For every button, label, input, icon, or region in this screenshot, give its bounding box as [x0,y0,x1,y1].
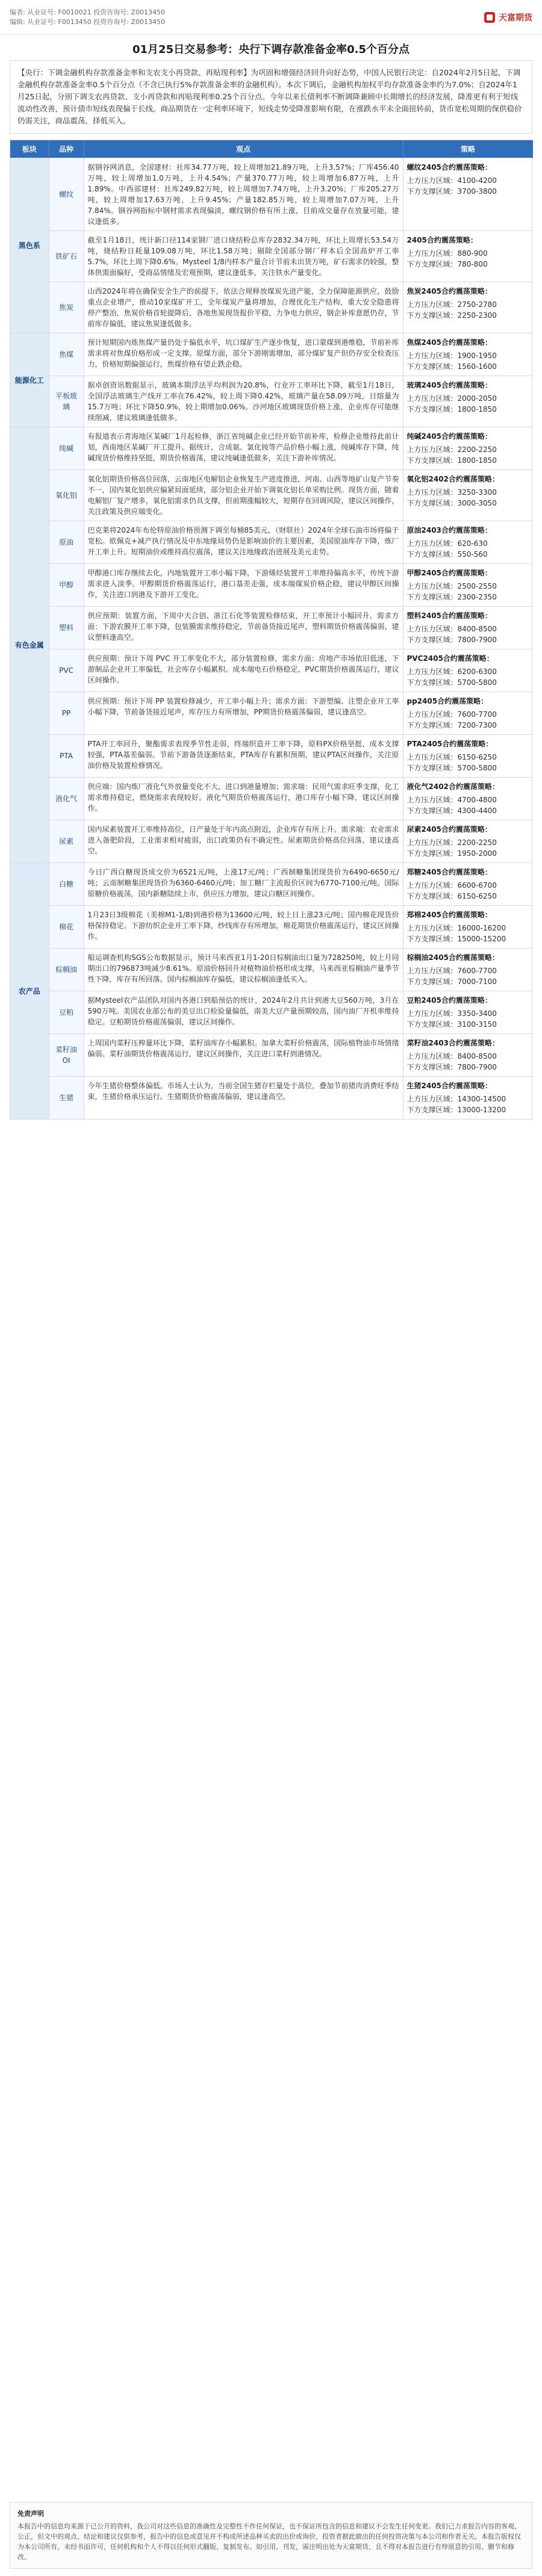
view-cell: 巴克莱将2024年布伦特原油价格预测下调至每桶85美元，（财联社）2024年全球石油市场将偏于宽松。欧佩克+减产执行情况及中东地缘局势仍是影响油价的主要因素，美国原油库存下降，炼厂开工率上升。短期油价或维持高位震荡，建议关注地缘政治进展及美元走势。 [84,521,403,564]
strategy-cell [403,692,533,735]
strategy-title: 液化气2402合约震荡策略： [406,782,499,791]
product-cell: 白糖 [49,863,84,906]
table-row [10,649,533,692]
product-cell: PVC [49,649,84,692]
strategy-line: 上方压力区域：1900-1950 [406,351,497,360]
view-cell: 上周国内菜籽压榨量环比下降，菜籽油库存小幅累积。加拿大菜籽价格震荡，国际植物油市场情绪偏弱。菜籽油期货价格震荡运行，建议区间操作，关注进口菜籽到港情况。 [84,1034,403,1077]
strategy-line: 上方压力区域：3350-3400 [406,1009,497,1018]
product-cell: 塑料 [49,607,84,649]
strategy-cell [403,778,533,820]
strategy-table [10,140,534,1119]
product-cell: PTA [49,735,84,778]
strategy-cell [403,376,533,427]
sector-cell: 农产品 [10,863,49,1119]
brand-logo-icon [484,12,495,23]
strategy-line: 下方支撑区域：2300-2350 [406,593,497,601]
table-body [10,158,533,1119]
summary-text: 【央行：下调金融机构存款准备金率和支农支小再贷款、再贴现利率】为巩固和增强经济回升向好态势，中国人民银行决定：自2024年2月5日起，下调金融机构存款准备金率0.5个百分点（不含已执行5%存款准备金率的金融机构）。本次下调后，金融机构加权平均存款准备金率约为7.0%；自2024年1月25日起，分别下调支农再贷款、支小再贷款和再贴现利率0.25个百分点。今年以来长债利率不断调降兼顾中长期增长的经济发展，降准更有利于短线流动性改善，预计债市短线表现偏于长线。商品期货在一定利率环境下，短线走势受降准影响有限，在涨跌水平未全面扭转前，货币宽松周期的保供稳价仍需关注，商品震荡，择低买入。 [17,68,522,125]
table-row [10,427,533,470]
brand-logo [484,11,532,23]
view-cell: 今日广西白糖现货成交价为6521元/吨，上涨17元/吨；广西制糖集团现货价为6490-6650元/吨；云南制糖集团现货价为6360-6460元/吨；加工糖厂主流报价区间为6770-7100元/吨。国际原糖价格震荡，国内新糖陆续上市，供应压力增加，建议白糖区间操作。 [84,863,403,906]
strategy-line: 上方压力区域：2200-2250 [406,838,497,847]
product-cell: 原油 [49,521,84,564]
table-row [10,470,533,521]
strategy-title: 2405合约震荡策略： [406,236,478,244]
strategy-line: 上方压力区域：8400-8500 [406,625,497,633]
view-cell: 1月23日3级棉花（美棉M1-1/8)到港价格为13600元/吨，较上日上涨23元/吨；国内棉花现货价格保持稳定。下游纺织企业开工率下降，纱线库存有所增加，棉花期货价格震荡运行，建议区间操作。 [84,906,403,949]
strategy-title: pp2405合约震荡策略： [406,697,488,705]
view-cell: 供应预期：预计下周 PP 装置检修减少，开工率小幅上升；需求方面：下游塑编、注塑企业开工率小幅下降，节前备货接近尾声，库存压力有所增加，PP期货价格震荡偏弱，建议逢高空。 [84,692,403,735]
strategy-cell [403,564,533,607]
table-row [10,949,533,991]
strategy-line: 下方支撑区域：1800-1850 [406,405,497,413]
table-row [10,735,533,778]
disclaimer-text: 本报告中的信息均来源于已公开的资料，我公司对这些信息的准确性及完整性不作任何保证，也不保证所包含的信息和建议不会发生任何变更。我们已力求报告内容的客观、公正，但文中的观点、结论和建议仅供参考，报告中的信息或意见并不构成所述品种买卖的出价或询价，投资者据此做出的任何投资决策与本公司和作者无关。本报告版权仅为本公司所有，未经书面许可，任何机构和个人不得以任何形式翻版、复制发布。如引用、刊发，需注明出处为天富期货，且不得对本报告进行有悖原意的引用、删节和修改。 [17,2522,521,2561]
header-view: 观点 [84,140,403,158]
page-title: 01月25日交易参考：央行下调存款准备金率0.5个百分点 [132,43,410,56]
strategy-line: 上方压力区域：14300-14500 [406,1095,506,1103]
strategy-line: 下方支撑区域：5700-5800 [406,678,497,687]
table-row [10,906,533,949]
strategy-line: 上方压力区域：16000-16200 [406,924,506,932]
strategy-line: 下方支撑区域：15000-15200 [406,935,506,943]
strategy-cell [403,333,533,376]
strategy-line: 下方支撑区域：7000-7100 [406,977,497,986]
strategy-line: 下方支撑区域：1560-1600 [406,362,497,371]
table-header-row [10,140,533,158]
product-cell: 平板玻璃 [49,376,84,427]
strategy-line: 下方支撑区域：780-800 [406,260,488,268]
strategy-line: 上方压力区域：620-630 [406,539,488,548]
product-cell: 氧化铝 [49,470,84,521]
view-cell: 氧化铝期货价格高位回落，云南地区电解铝企业恢复生产进度推进，河南、山西等地矿山复产节奏不一，国内氧化铝供应偏紧局面延续，部分铝企业开始下调氧化铝长单采购比例。现货方面，随着电解铝厂复产增多，氧化铝需求仍具支撑，但前期涨幅较大，短期存在回调风险，建议区间操作，关注政策及供应端变化。 [84,470,403,521]
strategy-line: 下方支撑区域：2250-2300 [406,311,497,320]
product-cell: 棕榈油 [49,949,84,991]
strategy-cell [403,282,533,333]
strategy-line: 上方压力区域：4100-4200 [406,176,497,185]
product-cell: 纯碱 [49,427,84,470]
product-cell: 生猪 [49,1077,84,1119]
view-cell: 据卓创资讯数据显示，玻璃本期浮法平均利润为20.8%，行业开工率环比下降，截至1月18日，全国浮法玻璃生产线开工率在76.42%，较上周下降0.42%，玻璃产量在58.09万吨，日熔量为15.7万吨；环比下降50.9%，较上期增加0.06%。沙河地区玻璃现货价格上涨，企业库存可能继续削减，建议玻璃逢低做多。 [84,376,403,427]
strategy-title: PVC2405合约震荡策略： [406,654,494,663]
strategy-line: 下方支撑区域：13000-13200 [406,1106,506,1114]
disclaimer [10,2502,532,2569]
strategy-cell [403,470,533,521]
meta-line-1: 编者: 从业证号: F0010021 投资咨询号: Z0013450 [10,8,165,16]
table-row [10,820,533,863]
view-cell: 供应预期：装置方面，下周中天合创、浙江石化等装置检修结束，开工率预计小幅回升。需求方面：下游农膜开工率下降，包装膜需求维持稳定，节前备货接近尾声，塑料期货价格震荡偏弱，建议塑料逢高空。 [84,607,403,649]
strategy-title: 郑棉2405合约震荡策略： [406,911,492,919]
sector-cell: 有色金属 [10,427,49,863]
strategy-line: 下方支撑区域：7800-7900 [406,1063,497,1071]
strategy-line: 上方压力区域：7600-7700 [406,967,497,975]
strategy-cell [403,231,533,282]
strategy-title: 尿素2405合约震荡策略： [406,825,492,834]
strategy-line: 下方支撑区域：1950-2000 [406,849,497,858]
view-cell: 船运调查机构SGS公布数据显示，预计马来西亚1月1-20日棕榈油出口量为728250吨，较上月同期出口的796873吨减少8.61%。原油价格回升对植物油价格形成支撑，马来西亚棕榈油产量季节性下降，库存有所回落。国内棕榈油库存偏低，建议棕榈油逢低买入。 [84,949,403,991]
product-cell: PP [49,692,84,735]
table-row [10,778,533,820]
view-cell: 据钢谷网消息，全国建材：社库34.77万吨，较上周增加21.89万吨，上升3.57%；厂库456.40万吨，较上周增加1.0万吨，上升4.54%；产量370.77万吨，较上周增加6.87万吨，上升1.89%。中西部建材：社库249.82万吨，较上周增加7.74万吨，上升3.20%；厂库205.27万吨，较上周增加17.63万吨，上升9.45%；产量182.85万吨，较上周增加7.07万吨，上升7.84%。钢谷网指标中钢材需求表现偏淡，螺纹钢价格有所上涨，目前成交量存在放量可能，建议逢低多。 [84,158,403,231]
strategy-cell [403,158,533,231]
strategy-title: 塑料2405合约震荡策略： [406,611,492,620]
strategy-line: 上方压力区域：8400-8500 [406,1052,497,1060]
product-cell: 棉花 [49,906,84,949]
strategy-line: 上方压力区域：2200-2250 [406,445,497,454]
strategy-title: PTA2405合约震荡策略： [406,740,493,748]
product-cell: 焦煤 [49,333,84,376]
product-cell: 甲醇 [49,564,84,607]
strategy-line: 下方支撑区域：3700-3800 [406,187,497,196]
strategy-title: 螺纹2405合约震荡策略： [406,163,492,172]
table-row [10,521,533,564]
disclaimer-title: 免责声明 [17,2510,44,2518]
view-cell: 据Mysteel农产品团队对国内各港口到船预估的统计，2024年2月共计到港大豆560万吨，3月在590万吨。美国农业部公布的美豆出口检验量偏低，南美大豆产量预期较高，国内油厂开机率维持稳定。豆粕期货价格震荡偏弱，建议区间操作。 [84,991,403,1034]
sector-cell: 能源化工 [10,333,49,427]
view-cell: 供应端：国内炼厂液化气外放量变化不大，进口到港量增加；需求端：民用气需求旺季支撑，化工需求维持稳定，燃烧需求表现较好。液化气期货价格震荡运行，港口库存小幅下降，建议区间操作。 [84,778,403,820]
strategy-line: 下方支撑区域：7800-7900 [406,636,497,644]
table-row [10,692,533,735]
strategy-line: 下方支撑区域：550-560 [406,550,488,559]
strategy-cell [403,863,533,906]
strategy-cell [403,949,533,991]
view-cell: 有报道表示青海地区某碱厂1月起检修，浙江省纯碱企业已经开始节前补库，检修企业维持此前计划，西南地区某碱厂开工提升。据统计，合成氨、氯化铵等产品价格小幅上涨，纯碱库存下降，纯碱现货价格维持坚挺，期货价格震荡，建议纯碱逢低做多，关注下游补库情况。 [84,427,403,470]
sector-cell: 黑色系 [10,158,49,333]
strategy-cell [403,1077,533,1119]
strategy-cell [403,906,533,949]
strategy-line: 上方压力区域：2000-2050 [406,394,497,403]
strategy-cell [403,820,533,863]
table-row [10,1034,533,1077]
strategy-line: 下方支撑区域：5700-5800 [406,764,497,772]
strategy-line: 下方支撑区域：4300-4400 [406,807,497,815]
strategy-cell [403,1034,533,1077]
strategy-title: 氧化铝2402合约震荡策略： [406,475,499,483]
strategy-cell [403,427,533,470]
table-row [10,376,533,427]
strategy-title: 焦炭2405合约震荡策略： [406,287,492,296]
strategy-line: 上方压力区域：6600-6700 [406,881,497,890]
view-cell: PTA开工率回升，聚酯需求表现季节性走弱，终端织造开工率下降，原料PX价格坚挺，成本支撑较强，PTA基差偏弱。节前下游备货逐渐结束，PTA库存有累积预期，建议PTA区间操作，关注原油价格及装置检修情况。 [84,735,403,778]
table-row [10,1077,533,1119]
view-cell: 预计短期国内炼焦煤产量仍处于偏低水平，坑口煤矿生产逐步恢复，进口蒙煤到港维稳，节前补库需求将对焦煤价格形成一定支撑。原煤方面，部分下游刚需增加，部分煤矿复产但仍存安全检查压力，价格短期偏强运行，焦煤价格有望止跌企稳。 [84,333,403,376]
product-cell: 焦炭 [49,282,84,333]
strategy-title: 菜籽油2403合约震荡策略： [406,1039,499,1047]
view-cell: 截至1月18日，统计新口径114家钢厂进口烧结粉总库存2832.34万吨，环比上周增长53.54万吨，烧结粉日耗量109.08万吨，环比1.58万吨；剔除全国部分钢厂样本后全国高炉开工率5.7%，环比上周下降0.6%。Mysteel 1/8内样本产量合计节前未出货万吨，矿石需求仍较强，整体供需面偏好，受商品情绪及宏观预期，建议逢低多，关注铁水产量变化。 [84,231,403,282]
table-row [10,863,533,906]
strategy-line: 下方支撑区域：6150-6250 [406,892,497,900]
strategy-cell [403,649,533,692]
strategy-line: 下方支撑区域：7200-7300 [406,721,497,729]
header-product: 品种 [49,140,84,158]
strategy-title: 甲醇2405合约震荡策略： [406,569,492,577]
meta-line-2: 编辑: 从业证号: F0013450 投资咨询号: Z0013450 [10,17,165,26]
strategy-line: 下方支撑区域：3100-3150 [406,1020,497,1029]
brand-name: 天富期货 [499,13,532,23]
view-cell: 山西2024年将在确保安全生产的前提下，依法合规释放煤炭先进产能，全力保障能源供应，鼓励重点企业增产，推动10家煤矿开工，全年煤炭产量将增加，合理优化生产结构，重大安全隐患将停产整治，焦炭价格首轮提降后，各地焦炭现货报价平稳，力争电力供应，钢企补库意愿仍存，节前库存偏低，建议焦炭逢低做多。 [84,282,403,333]
product-cell: 尿素 [49,820,84,863]
strategy-title: 棕榈油2405合约震荡策略： [406,953,499,962]
product-cell: 菜籽油OI [49,1034,84,1077]
strategy-cell [403,735,533,778]
strategy-cell [403,991,533,1034]
header-bar [0,0,542,35]
strategy-title: 焦煤2405合约震荡策略： [406,338,492,347]
strategy-title: 郑糖2405合约震荡策略： [406,868,492,876]
strategy-line: 上方压力区域：4700-4800 [406,796,497,804]
product-cell: 豆粕 [49,991,84,1034]
product-cell: 螺纹 [49,158,84,231]
view-cell: 国内尿素装置开工率维持高位，日产量处于年内高点附近，企业库存有所上升。需求端：农业需求进入备肥阶段，工业需求相对疲弱，出口政策仍有不确定性。尿素期货价格高位回落，建议逢高空。 [84,820,403,863]
strategy-line: 上方压力区域：6150-6250 [406,753,497,761]
strategy-line: 上方压力区域：6200-6300 [406,667,497,676]
view-cell: 今年生猪价格整体偏低。市场人士认为，当前全国生猪存栏量处于高位，叠加节前猪肉消费旺季结束，生猪价格承压运行。生猪期货价格震荡偏弱，建议逢高空。 [84,1077,403,1119]
table-row [10,282,533,333]
strategy-line: 上方压力区域：2500-2550 [406,582,497,590]
header-sector: 板块 [10,140,49,158]
strategy-line: 上方压力区域：7600-7700 [406,710,497,719]
strategy-line: 下方支撑区域：1800-1850 [406,456,497,465]
product-cell: 铁矿石 [49,231,84,282]
strategy-cell [403,607,533,649]
summary-box [10,60,532,134]
header-strategy: 策略 [403,140,533,158]
strategy-title: 玻璃2405合约震荡策略： [406,381,492,389]
strategy-line: 上方压力区域：3250-3300 [406,488,497,497]
table-row [10,991,533,1034]
view-cell: 甲醇港口库存继续去化，内地装置开工率小幅下降，下游烯烃装置开工率维持偏高水平，传统下游需求进入淡季。甲醇期货价格震荡运行，港口基差走强，成本端煤炭价格企稳，建议甲醇区间操作，关注进口到港及下游开工变化。 [84,564,403,607]
header-meta [10,8,165,27]
strategy-title: 原油2403合约震荡策略： [406,526,492,534]
strategy-line: 下方支撑区域：3000-3050 [406,499,497,507]
table-row [10,333,533,376]
strategy-table-wrap [10,140,532,1119]
strategy-line: 上方压力区域：880-900 [406,249,488,258]
strategy-title: 纯碱2405合约震荡策略： [406,432,492,441]
table-row [10,231,533,282]
strategy-title: 生猪2405合约震荡策略： [406,1082,492,1090]
strategy-line: 上方压力区域：2750-2780 [406,300,497,309]
table-row [10,158,533,231]
table-row [10,607,533,649]
product-cell: 液化气 [49,778,84,820]
strategy-cell [403,521,533,564]
strategy-title: 豆粕2405合约震荡策略： [406,996,492,1005]
view-cell: 供应预期：预计下周 PVC 开工率变化不大，部分装置检修，需求方面：房地产市场依旧低迷，下游制品企业开工率偏低，社会库存小幅累积。成本端电石价格稳定，PVC期货价格震荡运行，建议区间操作。 [84,649,403,692]
table-row [10,564,533,607]
